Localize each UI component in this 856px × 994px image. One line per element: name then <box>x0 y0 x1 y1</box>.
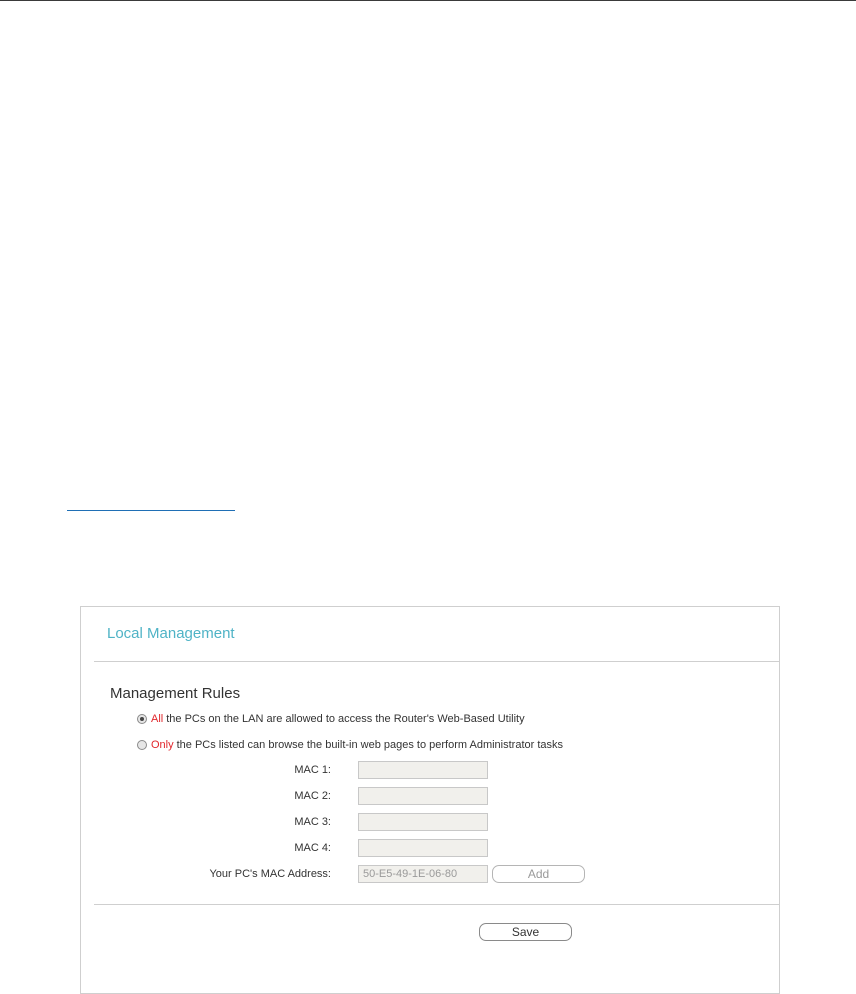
mac-3-input[interactable] <box>358 813 488 831</box>
radio-all-pcs[interactable] <box>137 714 147 724</box>
option-all-text: the PCs on the LAN are allowed to access the Router's Web-Based Utility <box>166 713 525 725</box>
pc-mac-label: Your PC's MAC Address: <box>209 868 331 880</box>
top-rule <box>0 0 856 1</box>
mac-2-label: MAC 2: <box>294 790 331 802</box>
mac-2-input[interactable] <box>358 787 488 805</box>
radio-listed-pcs[interactable] <box>137 740 147 750</box>
reference-link[interactable] <box>67 496 235 511</box>
mac-4-label: MAC 4: <box>294 842 331 854</box>
option-only-highlight: Only <box>151 739 174 751</box>
option-only-text: the PCs listed can browse the built-in web pages to perform Administrator tasks <box>176 739 564 751</box>
pc-mac-input <box>358 865 488 883</box>
add-button[interactable]: Add <box>492 865 585 883</box>
option-all-highlight: All <box>151 713 164 725</box>
mac-4-input[interactable] <box>358 839 488 857</box>
option-all-pcs[interactable] <box>137 711 525 727</box>
footer-divider <box>94 904 779 905</box>
title-divider <box>94 661 779 662</box>
mac-1-input[interactable] <box>358 761 488 779</box>
save-button[interactable]: Save <box>479 923 572 941</box>
mac-3-label: MAC 3: <box>294 816 331 828</box>
panel-title: Local Management <box>107 625 235 642</box>
local-management-panel <box>80 606 780 994</box>
option-listed-pcs[interactable] <box>137 737 563 753</box>
mac-1-label: MAC 1: <box>294 764 331 776</box>
section-title: Management Rules <box>110 685 241 702</box>
